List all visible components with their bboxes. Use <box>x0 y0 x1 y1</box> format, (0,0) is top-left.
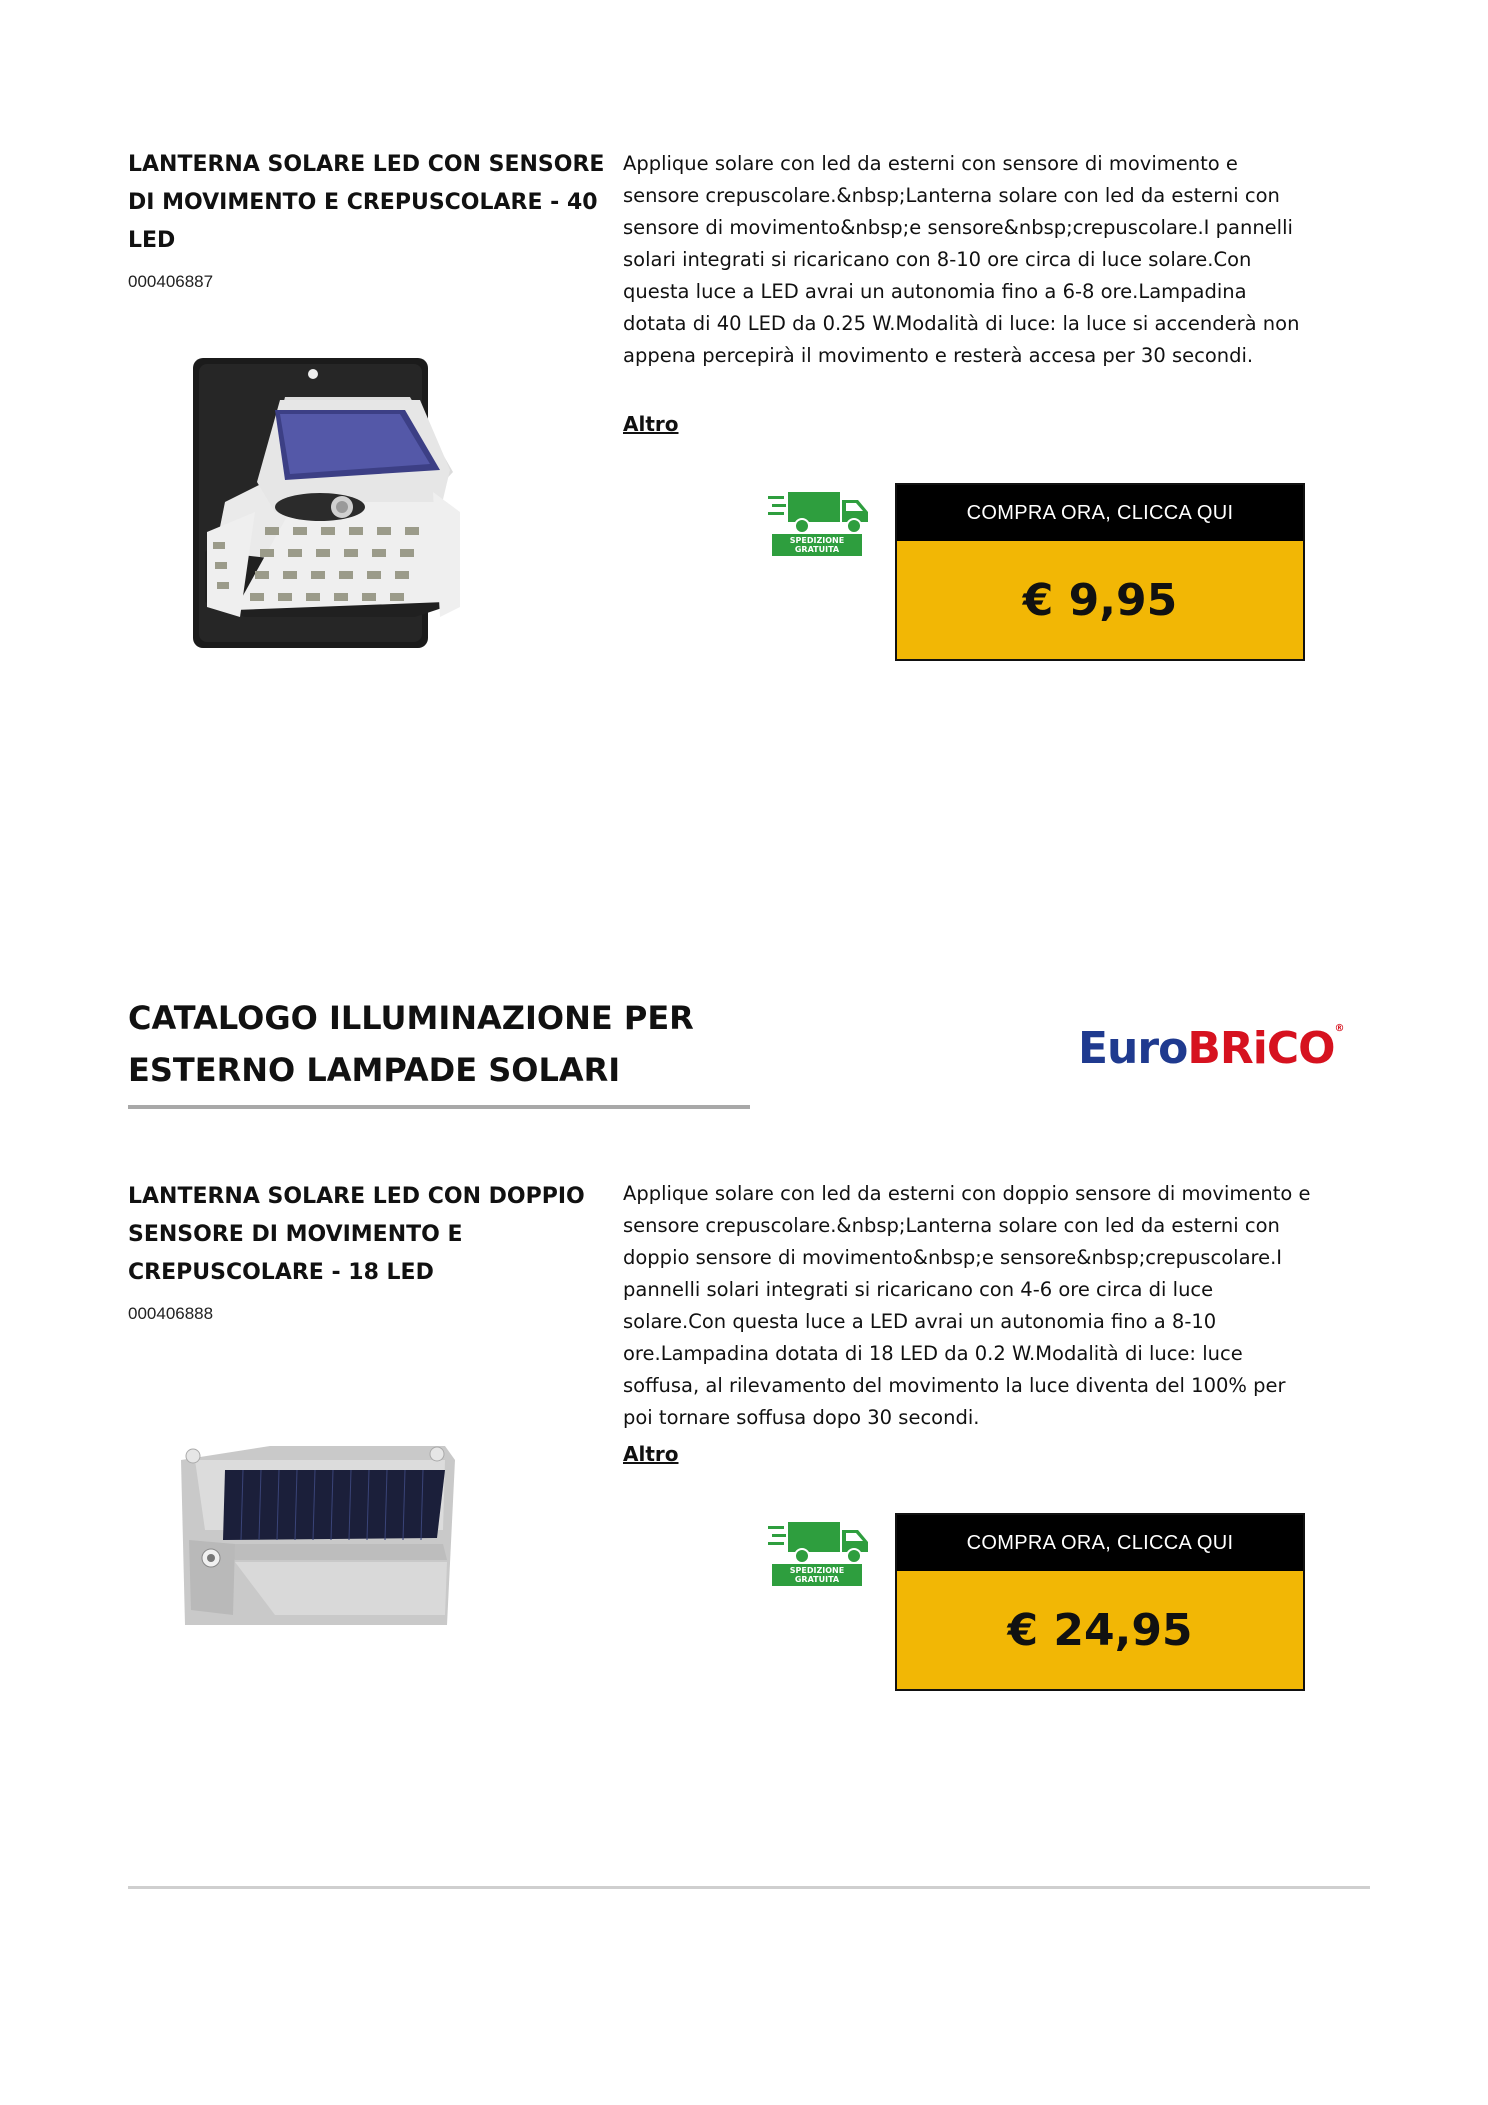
product-image-solar-lamp-18led <box>175 1440 455 1628</box>
buy-box[interactable] <box>895 1513 1305 1691</box>
product-code: 000406887 <box>128 272 214 291</box>
free-shipping-badge <box>768 488 870 558</box>
more-link[interactable]: Altro <box>623 1442 679 1466</box>
logo-part-brico: BRiCO <box>1187 1023 1335 1074</box>
eurobrico-logo: EuroBRiCO® <box>1078 1023 1344 1074</box>
price: € 24,95 <box>1007 1604 1193 1656</box>
logo-part-euro: Euro <box>1078 1023 1188 1074</box>
product-code: 000406888 <box>128 1304 214 1323</box>
buy-now-button[interactable]: COMPRA ORA, CLICCA QUI <box>897 1515 1303 1571</box>
catalog-title: CATALOGO ILLUMINAZIONE PER ESTERNO LAMPADE SOLARI <box>128 999 694 1089</box>
product-description: Applique solare con led da esterni con sensore di movimento e sensore crepuscolare.&nbsp;Lanterna solare con led da esterni con sensore di movimento&nbsp;e sensore&nbsp;crepuscolare.I pannelli solari integrati si ricaricano con 8-10 ore circa di luce solare.Con questa luce a LED avrai un autonomia fino a 6-8 ore.Lampadina dotata di 40 LED da 0.25 W.Modalità di luce: la luce si accenderà non appena percepirà il movimento e resterà accesa per 30 secondi. <box>623 152 1300 367</box>
footer-divider <box>128 1886 1370 1889</box>
product-description: Applique solare con led da esterni con doppio sensore di movimento e sensore crepuscolare.&nbsp;Lanterna solare con led da esterni con doppio sensore di movimento&nbsp;e sensore&nbsp;crepuscolare.I pannelli solari integrati si ricaricano con 4-6 ore circa di luce solare.Con questa luce a LED avrai un autonomia fino a 8-10 ore.Lampadina dotata di 18 LED da 0.2 W.Modalità di luce: luce soffusa, al rilevamento del movimento la luce diventa del 100% per poi tornare soffusa dopo 30 secondi. <box>623 1182 1311 1429</box>
free-shipping-label: SPEDIZIONE GRATUITA <box>772 1564 862 1586</box>
product-title: LANTERNA SOLARE LED CON SENSORE DI MOVIMENTO E CREPUSCOLARE - 40 LED <box>128 152 605 253</box>
buy-box[interactable] <box>895 483 1305 661</box>
product-image-solar-lamp-40led <box>185 352 470 655</box>
more-link[interactable]: Altro <box>623 412 679 436</box>
free-shipping-badge <box>768 1518 870 1588</box>
buy-now-button[interactable]: COMPRA ORA, CLICCA QUI <box>897 485 1303 541</box>
truck-icon <box>768 488 870 536</box>
price: € 9,95 <box>1022 574 1178 626</box>
product-title: LANTERNA SOLARE LED CON DOPPIO SENSORE DI MOVIMENTO E CREPUSCOLARE - 18 LED <box>128 1184 585 1285</box>
truck-icon <box>768 1518 870 1566</box>
title-underline <box>128 1105 750 1109</box>
free-shipping-label: SPEDIZIONE GRATUITA <box>772 534 862 556</box>
